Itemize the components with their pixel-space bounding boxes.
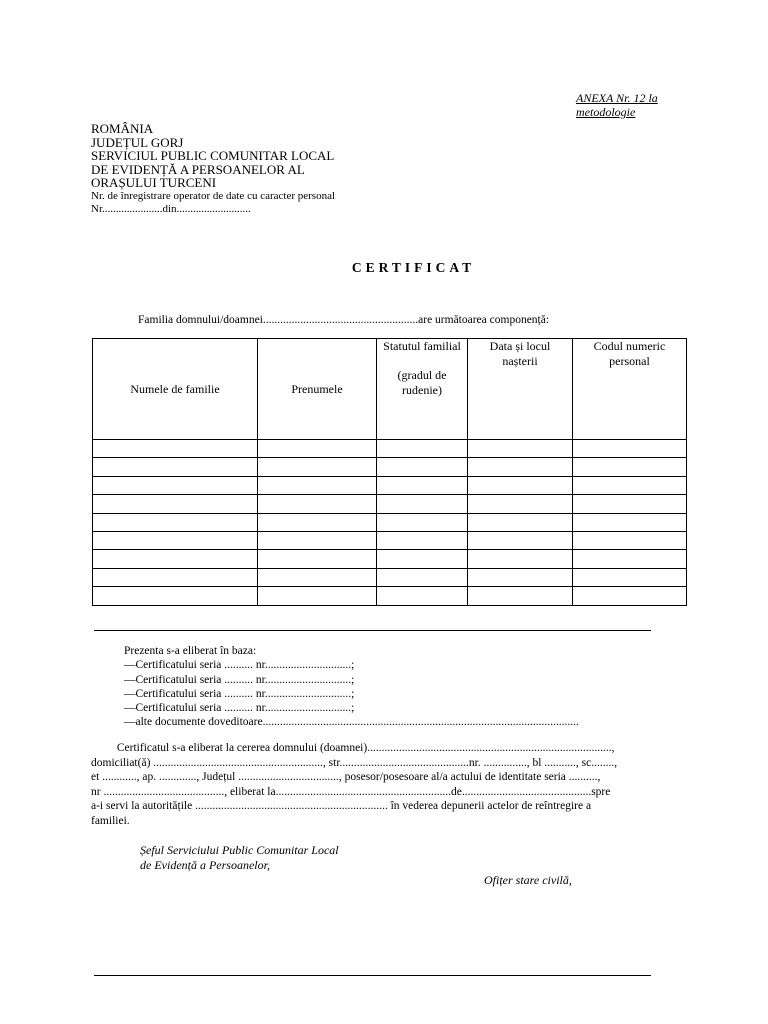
number-date-line: Nr......................din...........................	[91, 203, 251, 215]
issued-basis	[124, 644, 579, 730]
country-name: ROMÂNIA	[91, 121, 154, 136]
service-line-3: ORAȘULUI TURCENI	[91, 175, 217, 190]
table-row	[93, 550, 687, 568]
issued-item: —Certificatului seria .......... nr..............................;	[124, 702, 355, 715]
certificate-body	[91, 741, 691, 828]
family-composition-table	[92, 338, 687, 606]
document-title: CERTIFICAT	[351, 260, 476, 275]
issued-item: —Certificatului seria .......... nr..............................;	[124, 673, 355, 686]
body-line: familiei.	[91, 814, 130, 827]
family-line: Familia domnului/doamnei......................................................are următoarea componență:	[138, 314, 550, 326]
header-birth-date-place: Data și locul nașterii	[468, 339, 573, 440]
issued-item: —Certificatului seria .......... nr..............................;	[124, 687, 355, 700]
officer-signature: Ofițer stare civilă,	[484, 873, 572, 887]
issued-item: —alte documente doveditoare..............................................................................................................	[124, 716, 579, 729]
body-line: nr .........................................., eliberat la.............................................................de.............................................spre	[91, 785, 611, 798]
table-row	[93, 495, 687, 513]
service-line-2: DE EVIDENȚĂ A PERSOANELOR AL	[91, 161, 305, 177]
table-row	[93, 568, 687, 586]
annex-line-1: ANEXA Nr. 12 la	[576, 91, 658, 105]
body-line: domiciliat(ă) ..........................................................., str.............................................nr. ..............., bl ..........., sc........,	[91, 756, 618, 769]
table-row	[93, 531, 687, 549]
table-row	[93, 587, 687, 605]
table-row	[93, 440, 687, 458]
issued-item: —Certificatului seria .......... nr..............................;	[124, 659, 355, 672]
body-line: et ............, ap. ............., Județul ..................................., posesor/posesoare al/a actului de identitate seria ..........,	[91, 771, 601, 783]
body-line: Certificatul s-a eliberat la cererea domnului (doamnei).....................................................................................,	[91, 742, 615, 754]
chief-title-line-1: Șeful Serviciului Public Comunitar Local	[140, 843, 339, 857]
annex-reference	[576, 91, 658, 119]
institution-header	[91, 122, 335, 217]
issued-intro: Prezenta s-a eliberat în baza:	[124, 645, 257, 657]
table-header-row	[93, 339, 687, 440]
service-line-1: SERVICIUL PUBLIC COMUNITAR LOCAL	[91, 148, 335, 163]
separator-line	[94, 630, 651, 631]
registration-line: Nr. de înregistrare operator de date cu caracter personal	[91, 189, 336, 202]
body-line: a-i servi la autoritățile ................................................................... în vederea depunerii actelor de reîntregire a	[91, 800, 592, 812]
header-last-name: Numele de familie	[93, 339, 258, 440]
header-first-name: Prenumele	[258, 339, 377, 440]
chief-signature-block	[140, 843, 339, 872]
annex-line-2: metodologie	[576, 105, 636, 119]
table-row	[93, 458, 687, 476]
header-family-status: Statutul familial (gradul de rudenie)	[377, 339, 468, 440]
table-row	[93, 476, 687, 494]
table-row	[93, 513, 687, 531]
county-name: JUDEȚUL GORJ	[91, 134, 184, 150]
bottom-separator-line	[94, 975, 651, 976]
chief-title-line-2: de Evidență a Persoanelor,	[140, 857, 270, 872]
header-personal-code: Codul numeric personal	[573, 339, 687, 440]
